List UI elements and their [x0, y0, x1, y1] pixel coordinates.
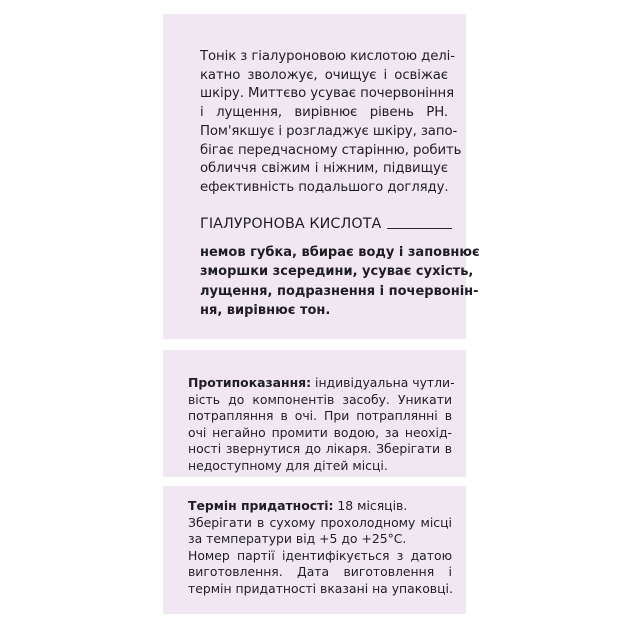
shelf-life-line: Зберігати в сухому прохолодному місці	[188, 514, 452, 530]
ingredient-heading-row	[200, 216, 448, 232]
ingredient-line: ня, вирівнює тон.	[200, 303, 331, 319]
contraindications-line: потрапляння в очі. При потраплянні в	[188, 408, 452, 424]
shelf-life-line: виготовлення. Дата виготовлення і	[188, 564, 452, 580]
intro-line: Тонік з гіалуроновою кислотою делі-	[200, 49, 455, 64]
ingredient-line: немов губка, вбирає воду і заповнює	[200, 244, 480, 260]
shelf-life-label: Термін придатності:	[188, 498, 334, 513]
intro-line: катно зволожує, очищує і освіжає	[200, 67, 448, 83]
contraindications-line: очі негайно промити водою, за неохід-	[188, 424, 452, 440]
contraindications-first-line	[188, 375, 455, 392]
contraindications-panel	[163, 350, 466, 477]
contraindications-line: вість до компонентів засобу. Уникати	[188, 391, 452, 407]
contraindications-first-rest: індивідуальна чутли-	[311, 375, 455, 390]
shelf-life-panel	[163, 486, 466, 614]
contraindications-line: недоступному для дітей місці.	[188, 457, 388, 473]
contraindications-label: Протипоказання:	[188, 375, 312, 390]
description-panel	[163, 14, 480, 339]
intro-line: і лущення, вирівнює рівень PH.	[200, 105, 448, 121]
ingredient-line: зморшки зсередини, усуває сухість,	[200, 264, 474, 280]
ingredient-text	[200, 243, 480, 321]
ingredient-line: лущення, подразнення і почервонін-	[200, 283, 479, 299]
shelf-life-first-line	[188, 498, 452, 515]
intro-line: шкіру. Миттєво усуває почервоніння	[200, 86, 454, 102]
intro-line: ефективність подальшого догляду.	[200, 179, 449, 195]
intro-line: обличчя свіжим і ніжним, підвищує	[200, 161, 448, 177]
contraindications-line: ності звернутися до лікаря. Зберігати в	[188, 441, 452, 457]
shelf-life-line: Номер партії ідентифікується з датою	[188, 547, 452, 563]
intro-line: Пом'якшує і розгладжує шкіру, запо-	[200, 123, 458, 139]
shelf-life-line: термін придатності вказані на упаковці.	[188, 580, 453, 596]
intro-line: бігає передчасному старінню, робить	[200, 142, 462, 158]
ingredient-heading: ГІАЛУРОНОВА КИСЛОТА	[200, 215, 382, 232]
heading-divider	[387, 228, 452, 229]
shelf-life-first-rest: 18 місяців.	[333, 498, 408, 513]
shelf-life-text	[188, 498, 452, 598]
shelf-life-line: за температури від +5 до +25°C.	[188, 531, 407, 547]
intro-text	[200, 48, 462, 198]
contraindications-text	[188, 375, 455, 475]
